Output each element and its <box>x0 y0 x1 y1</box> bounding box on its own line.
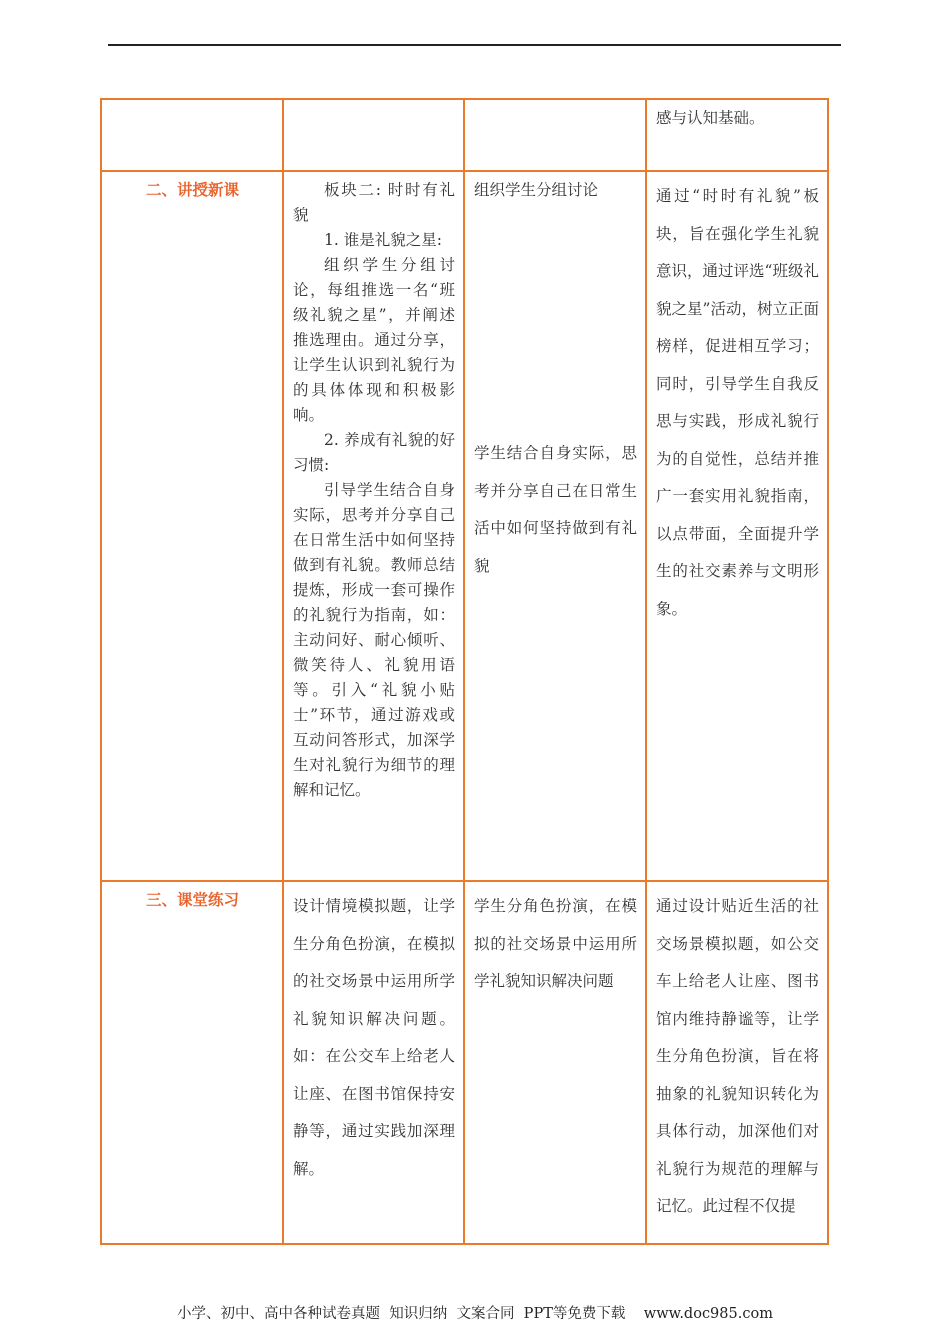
lesson-plan-table <box>100 98 829 1245</box>
student-cell: 学生分角色扮演，在模拟的社交场景中运用所学礼貌知识解决问题 <box>464 881 646 1244</box>
table-row <box>101 171 828 881</box>
student-cell <box>464 99 646 171</box>
paragraph: 引导学生结合自身实际，思考并分享自己在日常生活中如何坚持做到有礼貌。教师总结提炼，形成一套可操作的礼貌行为指南，如：主动问好、耐心倾听、微笑待人、礼貌用语等。引入“礼貌小贴士”环节，通过游戏或互动问答形式，加深学生对礼貌行为细节的理解和记忆。 <box>293 481 455 799</box>
student-cell <box>464 171 646 881</box>
subsection-heading: 2. 养成有礼貌的好习惯: <box>293 431 455 474</box>
content-cell: 设计情境模拟题，让学生分角色扮演，在模拟的社交场景中运用所学礼貌知识解决问题。如：在公交车上给老人让座、在图书馆保持安静等，通过实践加深理解。 <box>283 881 464 1244</box>
footer-text: 小学、初中、高中各种试卷真题 知识归纳 文案合同 PPT等免费下载 www.doc985.com <box>177 1306 773 1322</box>
content-cell <box>283 99 464 171</box>
intent-cell: 通过“时时有礼貌”板块，旨在强化学生礼貌意识，通过评选“班级礼貌之星”活动，树立正面榜样，促进相互学习；同时，引导学生自我反思与实践，形成礼貌行为的自觉性，总结并推广一套实用礼貌指南，以点带面，全面提升学生的社交素养与文明形象。 <box>646 171 828 881</box>
header-rule <box>108 44 841 46</box>
subsection-heading: 1. 谁是礼貌之星: <box>324 231 442 249</box>
content-cell <box>283 171 464 881</box>
student-activity-2: 学生结合自身实际，思考并分享自己在日常生活中如何坚持做到有礼貌 <box>474 444 637 575</box>
stage-label: 三、课堂练习 <box>101 881 283 1244</box>
student-activity-1: 组织学生分组讨论 <box>474 181 599 199</box>
intent-cell: 通过设计贴近生活的社交场景模拟题，如公交车上给老人让座、图书馆内维持静谧等，让学生分角色扮演，旨在将抽象的礼貌知识转化为具体行动，加深他们对礼貌行为规范的理解与记忆。此过程不仅提 <box>646 881 828 1244</box>
table-row <box>101 99 828 171</box>
intent-cell: 感与认知基础。 <box>646 99 828 171</box>
stage-cell <box>101 99 283 171</box>
table-row <box>101 881 828 1244</box>
section-heading: 板块二: 时时有礼貌 <box>293 181 455 224</box>
stage-label: 二、讲授新课 <box>101 171 283 881</box>
paragraph: 组织学生分组讨论，每组推选一名“班级礼貌之星”，并阐述推选理由。通过分享，让学生认识到礼貌行为的具体体现和积极影响。 <box>293 256 455 424</box>
